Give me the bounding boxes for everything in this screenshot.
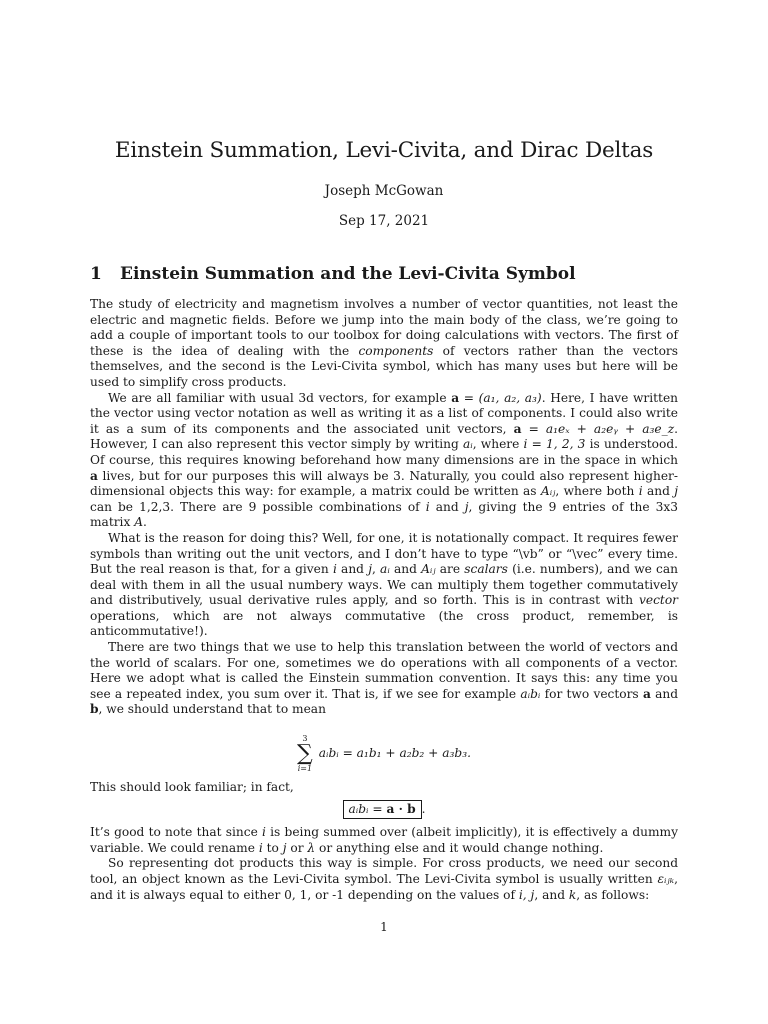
summation-rhs: aᵢbᵢ = a₁b₁ + a₂b₂ + a₃b₃. bbox=[318, 746, 471, 761]
paragraph-4: There are two things that we use to help this translation between the world of vectors and the world of scalars. For one, sometimes we do operations with all components of a vector. Here we adopt what is called the Einstein summation convention. It says this: any time you see a repeated index, you sum over it. That is, if we see for example aᵢbᵢ for two vectors a and b, we should understand that to mean bbox=[90, 640, 679, 717]
section-title: Einstein Summation and the Levi-Civita Symbol bbox=[120, 264, 576, 284]
document-body bbox=[90, 297, 678, 903]
paragraph-5: This should look familiar; in fact, bbox=[90, 780, 294, 795]
paragraph-3: What is the reason for doing this? Well, for one, it is notationally compact. It requires fewer symbols than writing out the unit vectors, and I don’t have to type “\vb” or “\vec” every time. But the real reason is that, for a given i and j, aᵢ and Aᵢⱼ are scalars (i.e. numbers), and we can deal with them in all the usual numbery ways. We can multiply them together commutatively and distributively, usual derivative rules apply, and so forth. This is in contrast with vector operations, which are not always commutative (the cross product, remember, is anticommutative!). bbox=[90, 530, 678, 639]
boxed-equation: aᵢbᵢ = a · b . bbox=[90, 800, 678, 820]
document-date: Sep 17, 2021 bbox=[338, 213, 430, 229]
page-number: 1 bbox=[380, 920, 388, 934]
document-title: Einstein Summation, Levi-Civita, and Dirac Deltas bbox=[114, 138, 654, 163]
sigma-symbol: 3 ∑ i=1 bbox=[297, 734, 313, 774]
section-heading bbox=[90, 264, 690, 284]
section-number: 1 bbox=[90, 264, 102, 284]
paragraph-2: We are all familiar with usual 3d vectors, for example a = (a₁, a₂, a₃). Here, I have written the vector using vector notation as well as writing it as a list of components. I could also write it as a sum of its components and the associated unit vectors, a = a₁eₓ + a₂eᵧ + a₃e_z. However, I can also represent this vector simply by writing aᵢ, where i = 1, 2, 3 is understood. Of course, this requires knowing beforehand how many dimensions are in the space in which a lives, but for our purposes this will always be 3. Naturally, you could also represent higher-dimensional objects this way: for example, a matrix could be written as Aᵢⱼ, where both i and j can be 1,2,3. There are 9 possible combinations of i and j, giving the 9 entries of the 3x3 matrix A. bbox=[90, 390, 679, 530]
paragraph-1: The study of electricity and magnetism involves a number of vector quantities, not least the electric and magnetic fields. Before we jump into the main body of the class, we’re going to add a couple of important tools to our toolbox for doing calculations with vectors. The first of these is the idea of dealing with the components of vectors rather than the vectors themselves, and the second is the Levi-Civita symbol, which has many uses but here will be used to simplify cross products. bbox=[90, 297, 678, 389]
paragraph-7: So representing dot products this way is simple. For cross products, we need our second tool, an object known as the Levi-Civita symbol. The Levi-Civita symbol is usually written εᵢⱼₖ, and it is always equal to either 0, 1, or -1 depending on the values of i, j, and k, as follows: bbox=[90, 856, 678, 902]
summation-equation bbox=[90, 730, 678, 774]
document-author: Joseph McGowan bbox=[324, 183, 444, 199]
paragraph-6: It’s good to note that since i is being summed over (albeit implicitly), it is effectively a dummy variable. We could rename i to j or λ or anything else and it would change nothing. bbox=[90, 825, 678, 855]
